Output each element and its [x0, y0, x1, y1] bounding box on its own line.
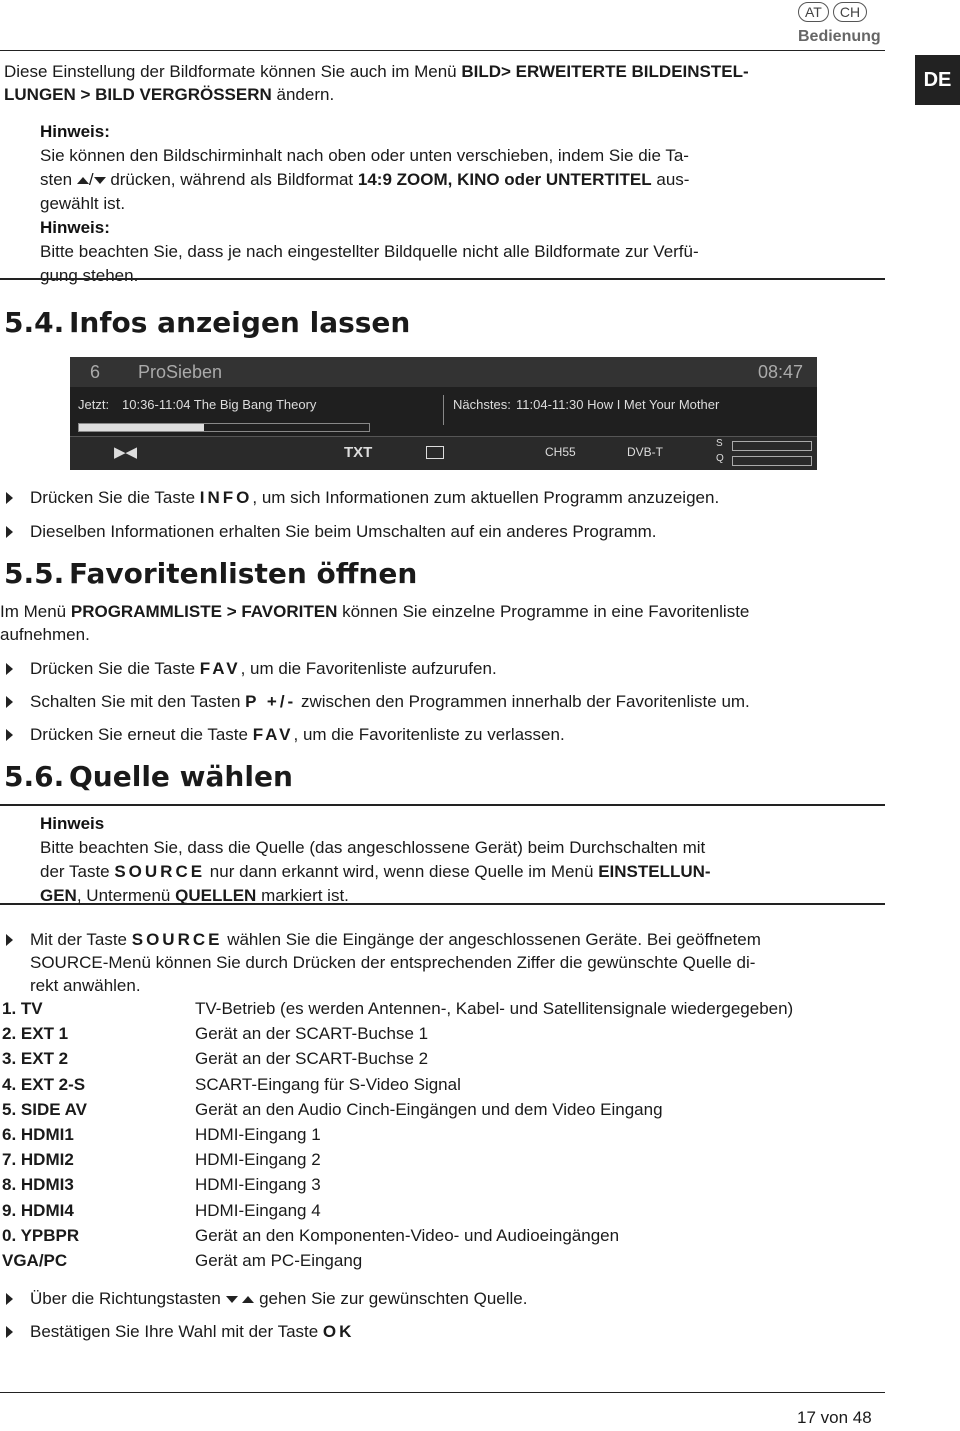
arrow-up-icon: [242, 1296, 254, 1303]
osd-progress-bar: [78, 423, 370, 432]
bullet-item: [2, 928, 882, 997]
header-divider: [0, 50, 885, 51]
heading-5-4: [4, 306, 410, 339]
heading-number: 5.4.: [4, 306, 65, 339]
osd-strength-label: S: [716, 438, 723, 449]
bullet-icon: [6, 526, 13, 538]
key-label: FAV: [252, 725, 294, 744]
bullets-source-end: [2, 1287, 882, 1343]
source-key: 7. HDMI2: [2, 1150, 74, 1170]
bullets-5-4: [2, 486, 902, 543]
info-osd-screenshot: [70, 357, 817, 469]
note-block-1: [40, 120, 840, 288]
bullet-text: Drücken Sie die Taste: [30, 488, 200, 507]
note-text: , Untermenü: [76, 886, 176, 905]
heading-5-5: [4, 557, 417, 590]
source-description: HDMI-Eingang 2: [195, 1150, 321, 1170]
region-badges: [798, 2, 867, 22]
source-key: 9. HDMI4: [2, 1200, 74, 1220]
heading-number: 5.6.: [4, 760, 65, 793]
bullet-icon: [6, 1326, 13, 1338]
note-title: Hinweis:: [40, 122, 110, 141]
bullet-icon: [6, 934, 13, 946]
intro-paragraph: [4, 60, 864, 106]
heading-5-6: [4, 760, 293, 793]
arrow-up-icon: [77, 177, 89, 184]
osd-now-label: Jetzt:: [78, 397, 110, 412]
section-divider: [0, 903, 885, 905]
heading-text: Infos anzeigen lassen: [69, 306, 411, 339]
bullet-icon: [6, 729, 13, 741]
note-text: der Taste: [40, 862, 115, 881]
intro-text-end: ändern.: [271, 85, 335, 104]
osd-quality-bar: [732, 456, 812, 466]
source-description: Gerät an der SCART-Buchse 1: [195, 1024, 429, 1044]
bullet-text: gehen Sie zur gewünschten Quelle.: [254, 1289, 528, 1308]
menu-path: PROGRAMMLISTE > FAVORITEN: [70, 602, 338, 621]
bullet-text: Schalten Sie mit den Tasten: [30, 692, 246, 711]
bullet-text: Über die Richtungstasten: [30, 1289, 226, 1308]
bullet-text: , um die Favoritenliste zu verlassen.: [293, 725, 565, 744]
source-description: Gerät an der SCART-Buchse 2: [195, 1049, 429, 1069]
osd-clock: 08:47: [758, 362, 804, 382]
note-title: Hinweis: [40, 814, 105, 833]
note-text: markiert ist.: [256, 886, 349, 905]
para-text: können Sie einzelne Programme in eine Favoritenliste: [337, 602, 750, 621]
note-line: gewählt ist.: [40, 194, 126, 213]
arrow-down-icon: [94, 177, 106, 184]
bullet-icon: [6, 1293, 13, 1305]
source-description: TV-Betrieb (es werden Antennen-, Kabel- und Satellitensignale wiedergegeben): [195, 999, 794, 1018]
bullet-icon: [6, 663, 13, 675]
bullet-item: [2, 657, 902, 680]
bullet-text: Bestätigen Sie Ihre Wahl mit der Taste: [30, 1322, 323, 1341]
source-key: 8. HDMI3: [2, 1175, 74, 1195]
bullet-text: , um sich Informationen zum aktuellen Programm anzuzeigen.: [252, 488, 720, 507]
source-key: 5. SIDE AV: [2, 1099, 88, 1119]
source-description: HDMI-Eingang 4: [195, 1200, 321, 1220]
source-description: HDMI-Eingang 3: [195, 1175, 321, 1195]
para-text: aufnehmen.: [0, 625, 90, 644]
note-format-names: 14:9 ZOOM, KINO oder UNTERTITEL: [357, 170, 652, 189]
osd-strength-bar: [732, 441, 812, 451]
key-label: P +/-: [245, 692, 297, 711]
osd-quality-label: Q: [716, 453, 724, 464]
note-line: Bitte beachten Sie, dass die Quelle (das angeschlossene Gerät) beim Durchschalten mit: [40, 838, 706, 857]
bullets-5-5: [2, 657, 902, 746]
bullet-item: [2, 690, 902, 713]
section-divider: [0, 278, 885, 280]
source-key: VGA/PC: [2, 1251, 68, 1270]
menu-path: QUELLEN: [175, 886, 257, 905]
note-line: Bitte beachten Sie, dass je nach eingestellter Bildquelle nicht alle Bildformate zur Verfü-: [40, 242, 699, 261]
note-line: Sie können den Bildschirminhalt nach oben oder unten verschieben, indem Sie die Ta-: [40, 146, 689, 165]
note-text: sten: [40, 170, 77, 189]
note-block-source: [40, 812, 840, 908]
menu-path: EINSTELLUN-: [598, 862, 711, 881]
bullet-icon: [6, 696, 13, 708]
intro-menu-path: BILD> ERWEITERTE BILDEINSTEL-: [461, 62, 749, 81]
section-divider: [0, 804, 885, 806]
osd-separator: [443, 395, 444, 425]
tv-icon: [426, 446, 444, 459]
osd-channel-code: CH55: [545, 445, 576, 459]
source-description: Gerät an den Audio Cinch-Eingängen und dem Video Eingang: [195, 1099, 663, 1119]
section-header: Bedienung: [798, 28, 881, 45]
bullet-text: wählen Sie die Eingänge der angeschlossenen Geräte. Bei geöffnetem: [222, 930, 761, 949]
note-line: [40, 860, 840, 884]
bullet-item: [2, 1320, 882, 1343]
osd-status-bar: [70, 436, 817, 470]
badge-at: AT: [798, 2, 829, 22]
key-label: INFO: [199, 488, 253, 507]
bullet-text: Mit der Taste: [30, 930, 132, 949]
paragraph-5-5: [0, 600, 900, 646]
arrow-down-icon: [226, 1296, 238, 1303]
source-description: SCART-Eingang für S-Video Signal: [195, 1074, 461, 1094]
osd-next-label: Nächstes:: [453, 397, 511, 412]
source-key: 3. EXT 2: [2, 1049, 69, 1069]
note-text: nur dann erkannt wird, wenn diese Quelle im Menü: [205, 862, 599, 881]
page-number: 17 von 48: [797, 1408, 872, 1427]
source-description: HDMI-Eingang 1: [195, 1125, 321, 1144]
source-key: 0. YPBPR: [2, 1225, 80, 1245]
bullet-text: rekt anwählen.: [30, 976, 141, 995]
bullet-text: Drücken Sie die Taste: [30, 659, 200, 678]
footer-divider: [0, 1392, 885, 1393]
source-key: 4. EXT 2-S: [2, 1074, 86, 1094]
language-tab: DE: [915, 55, 960, 105]
source-list: [2, 999, 892, 1279]
key-label: SOURCE: [114, 862, 206, 881]
osd-progress-fill: [79, 424, 204, 431]
osd-channel-name: ProSieben: [138, 362, 223, 382]
key-label: SOURCE: [131, 930, 223, 949]
bullet-item: [2, 723, 902, 746]
bullet-text: SOURCE-Menü können Sie durch Drücken der entsprechenden Ziffer die gewünschte Quelle di-: [30, 953, 756, 972]
heading-number: 5.5.: [4, 557, 65, 590]
osd-teletext-indicator: TXT: [344, 444, 373, 461]
bullet-icon: [6, 492, 13, 504]
heading-text: Favoritenlisten öffnen: [69, 557, 418, 590]
note-text: drücken, während als Bildformat: [105, 170, 358, 189]
source-key: 6. HDMI1: [2, 1125, 74, 1144]
bullet-text: zwischen den Programmen innerhalb der Favoritenliste um.: [296, 692, 750, 711]
note-line: gung stehen.: [40, 266, 139, 285]
osd-signal-type: DVB-T: [627, 445, 663, 459]
osd-next-program: 11:04-11:30 How I Met Your Mother: [516, 397, 720, 412]
source-key: 1. TV: [2, 999, 43, 1018]
intro-menu-path-2: LUNGEN > BILD VERGRÖSSERN: [4, 85, 272, 104]
badge-ch: CH: [833, 2, 867, 22]
bullet-item: [2, 520, 902, 543]
key-label: OK: [322, 1322, 355, 1341]
source-description: Gerät an den Komponenten-Video- und Audioeingängen: [195, 1225, 620, 1245]
bullet-text: Dieselben Informationen erhalten Sie beim Umschalten auf ein anderes Programm.: [30, 522, 657, 541]
key-label: FAV: [199, 659, 241, 678]
osd-now-program: 10:36-11:04 The Big Bang Theory: [122, 397, 317, 412]
mute-icon: ▶◀: [114, 444, 138, 461]
note-text: aus-: [651, 170, 690, 189]
bullet-text: , um die Favoritenliste aufzurufen.: [240, 659, 497, 678]
heading-text: Quelle wählen: [69, 760, 293, 793]
bullet-item: [2, 486, 902, 509]
source-key: 2. EXT 1: [2, 1024, 69, 1044]
menu-path: GEN: [40, 886, 77, 905]
bullet-item: [2, 1287, 882, 1310]
intro-text: Diese Einstellung der Bildformate können Sie auch im Menü: [4, 62, 462, 81]
note-title: Hinweis:: [40, 218, 110, 237]
bullet-source-intro: [2, 928, 882, 997]
note-line: sten / drücken, während als Bildformat 14:9 ZOOM, KINO oder UNTERTITEL aus-: [40, 170, 690, 189]
source-description: Gerät am PC-Eingang: [195, 1251, 363, 1270]
para-text: Im Menü: [0, 602, 71, 621]
osd-channel-number: 6: [90, 362, 101, 382]
bullet-text: Drücken Sie erneut die Taste: [30, 725, 253, 744]
